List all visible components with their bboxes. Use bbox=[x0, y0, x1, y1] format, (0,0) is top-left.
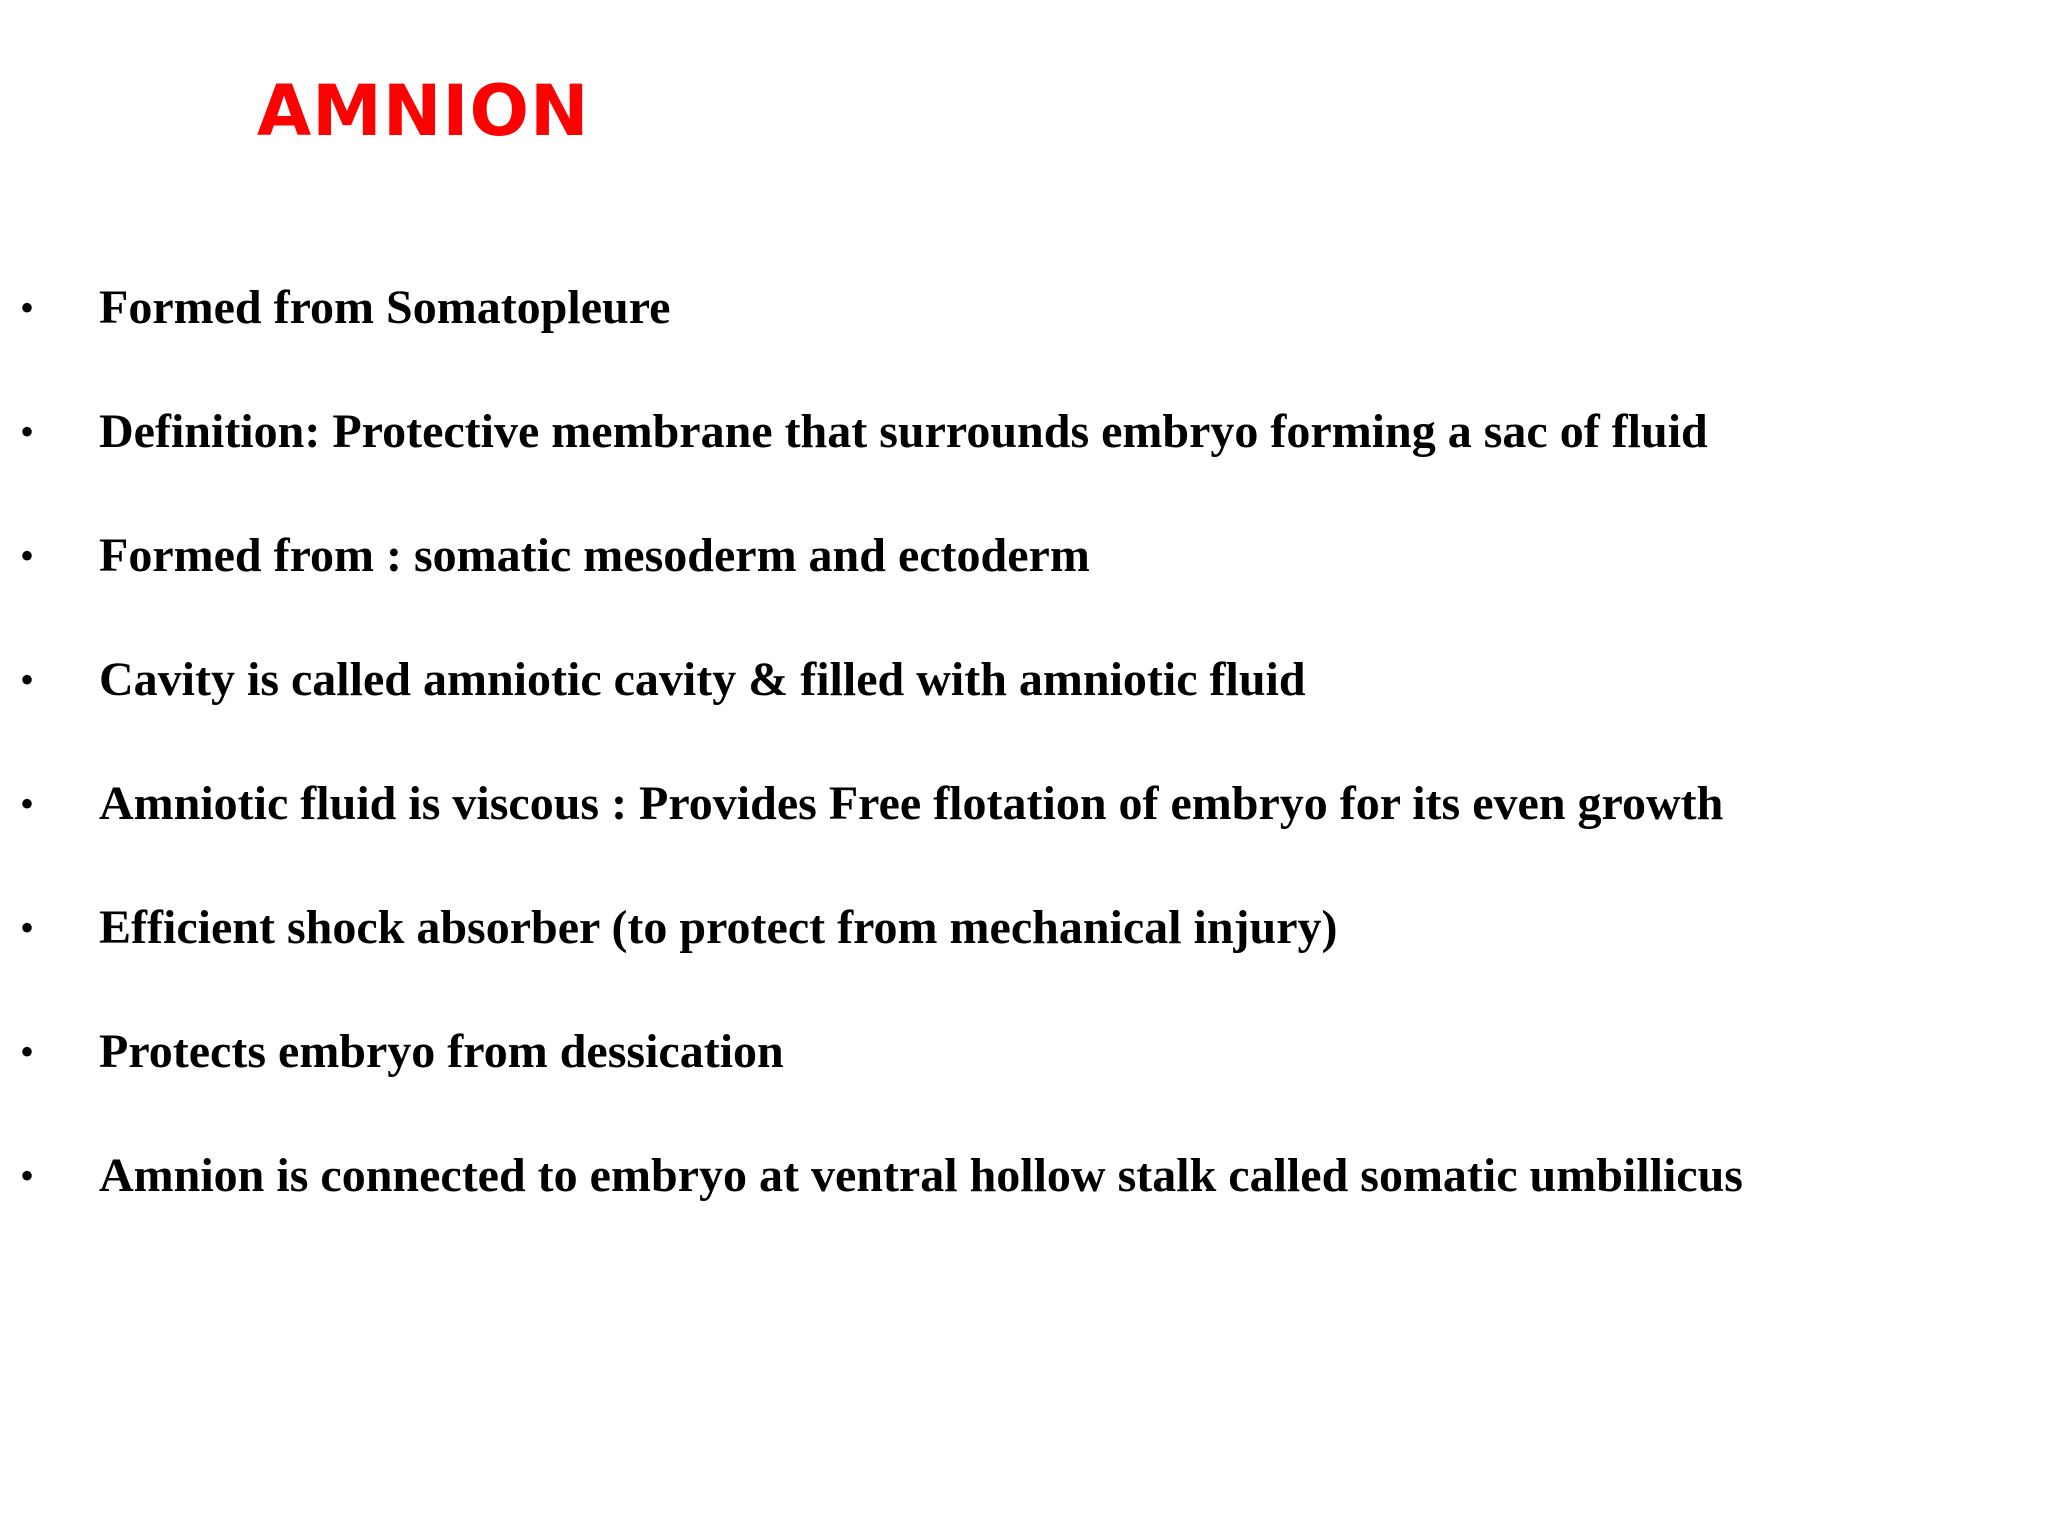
list-item bbox=[0, 648, 2048, 772]
bullet-icon: • bbox=[20, 409, 35, 454]
bullet-icon: • bbox=[20, 657, 35, 702]
bullet-icon: • bbox=[20, 533, 35, 578]
list-item bbox=[0, 1144, 2048, 1268]
list-item bbox=[0, 524, 2048, 648]
bullet-list bbox=[0, 276, 2048, 1268]
bullet-icon: • bbox=[20, 1153, 35, 1198]
bullet-icon: • bbox=[20, 1029, 35, 1074]
list-item bbox=[0, 400, 2048, 524]
bullet-text: Amnion is connected to embryo at ventral hollow stalk called somatic umbillicus bbox=[99, 1149, 1743, 1202]
bullet-text: Amniotic fluid is viscous : Provides Free flotation of embryo for its even growth bbox=[99, 777, 1724, 830]
bullet-text: Formed from Somatopleure bbox=[99, 281, 671, 334]
bullet-text: Definition: Protective membrane that surrounds embryo forming a sac of fluid bbox=[99, 405, 1708, 458]
bullet-text: Formed from : somatic mesoderm and ectoderm bbox=[99, 529, 1090, 582]
bullet-icon: • bbox=[20, 905, 35, 950]
bullet-text: Protects embryo from dessication bbox=[99, 1025, 784, 1078]
bullet-text: Efficient shock absorber (to protect from mechanical injury) bbox=[99, 901, 1338, 954]
bullet-icon: • bbox=[20, 285, 35, 330]
list-item bbox=[0, 772, 2048, 896]
slide-title: AMNION bbox=[257, 70, 590, 152]
list-item bbox=[0, 896, 2048, 1020]
list-item bbox=[0, 276, 2048, 400]
list-item bbox=[0, 1020, 2048, 1144]
bullet-text: Cavity is called amniotic cavity & filled with amniotic fluid bbox=[99, 653, 1306, 706]
bullet-icon: • bbox=[20, 781, 35, 826]
